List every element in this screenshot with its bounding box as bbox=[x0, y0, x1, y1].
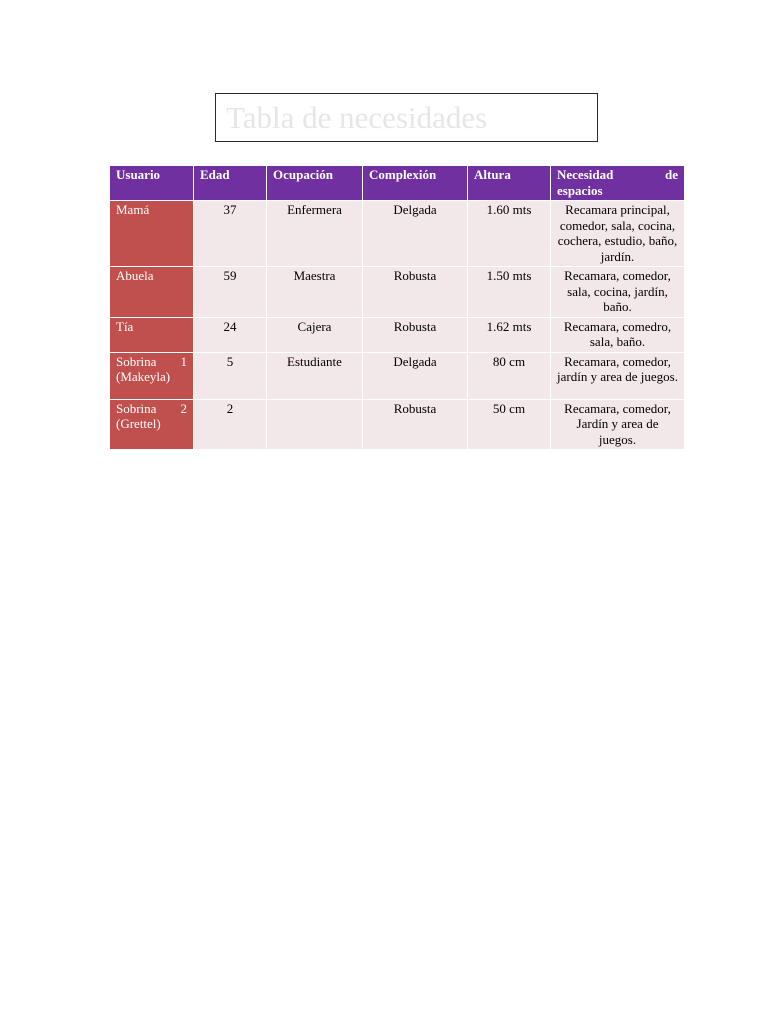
cell-complexion: Delgada bbox=[363, 352, 468, 399]
cell-altura: 50 cm bbox=[468, 399, 551, 450]
header-necesidad-line2: espacios bbox=[557, 182, 603, 198]
cell-usuario bbox=[110, 317, 194, 352]
table-row bbox=[110, 317, 685, 352]
usuario-nickname: (Makeyla) bbox=[116, 369, 171, 384]
table-row bbox=[110, 399, 685, 450]
usuario-name: Tía bbox=[116, 318, 134, 334]
cell-necesidad: Recamara, comedor, Jardín y area de juegos. bbox=[551, 399, 685, 450]
table-header-row bbox=[110, 166, 685, 201]
cell-necesidad: Recamara, comedor, sala, cocina, jardín, baño. bbox=[551, 267, 685, 318]
cell-ocupacion: Estudiante bbox=[267, 352, 363, 399]
needs-table bbox=[109, 165, 685, 450]
cell-necesidad: Recamara principal, comedor, sala, cocina, cochera, estudio, baño, jardín. bbox=[551, 201, 685, 267]
cell-necesidad: Recamara, comedro, sala, baño. bbox=[551, 317, 685, 352]
cell-usuario bbox=[110, 267, 194, 318]
header-edad: Edad bbox=[194, 166, 267, 201]
cell-complexion: Robusta bbox=[363, 399, 468, 450]
header-ocupacion: Ocupación bbox=[267, 166, 363, 201]
table-row bbox=[110, 267, 685, 318]
cell-altura: 1.62 mts bbox=[468, 317, 551, 352]
header-altura: Altura bbox=[468, 166, 551, 201]
cell-complexion: Robusta bbox=[363, 267, 468, 318]
header-complexion: Complexión bbox=[363, 166, 468, 201]
cell-altura: 1.50 mts bbox=[468, 267, 551, 318]
cell-ocupacion bbox=[267, 399, 363, 450]
usuario-name: Sobrina 1 bbox=[116, 353, 187, 369]
title-box bbox=[215, 93, 598, 142]
cell-complexion: Delgada bbox=[363, 201, 468, 267]
cell-edad: 37 bbox=[194, 201, 267, 267]
usuario-name: Abuela bbox=[116, 268, 154, 283]
table-row bbox=[110, 352, 685, 399]
cell-ocupacion: Enfermera bbox=[267, 201, 363, 267]
usuario-name: Sobrina 2 bbox=[116, 400, 187, 416]
document-title: Tabla de necesidades bbox=[226, 100, 488, 135]
cell-usuario bbox=[110, 201, 194, 267]
cell-edad: 5 bbox=[194, 352, 267, 399]
cell-usuario bbox=[110, 352, 194, 399]
cell-complexion: Robusta bbox=[363, 317, 468, 352]
usuario-name: Mamá bbox=[116, 202, 150, 217]
table-row bbox=[110, 201, 685, 267]
cell-necesidad: Recamara, comedor, jardín y area de juegos. bbox=[551, 352, 685, 399]
cell-edad: 2 bbox=[194, 399, 267, 450]
cell-altura: 80 cm bbox=[468, 352, 551, 399]
cell-edad: 24 bbox=[194, 317, 267, 352]
cell-altura: 1.60 mts bbox=[468, 201, 551, 267]
cell-edad: 59 bbox=[194, 267, 267, 318]
cell-usuario bbox=[110, 399, 194, 450]
header-necesidad bbox=[551, 166, 685, 201]
cell-ocupacion: Cajera bbox=[267, 317, 363, 352]
header-necesidad-line1: Necesidad de bbox=[557, 167, 678, 182]
cell-ocupacion: Maestra bbox=[267, 267, 363, 318]
header-usuario: Usuario bbox=[110, 166, 194, 201]
usuario-nickname: (Grettel) bbox=[116, 416, 161, 431]
